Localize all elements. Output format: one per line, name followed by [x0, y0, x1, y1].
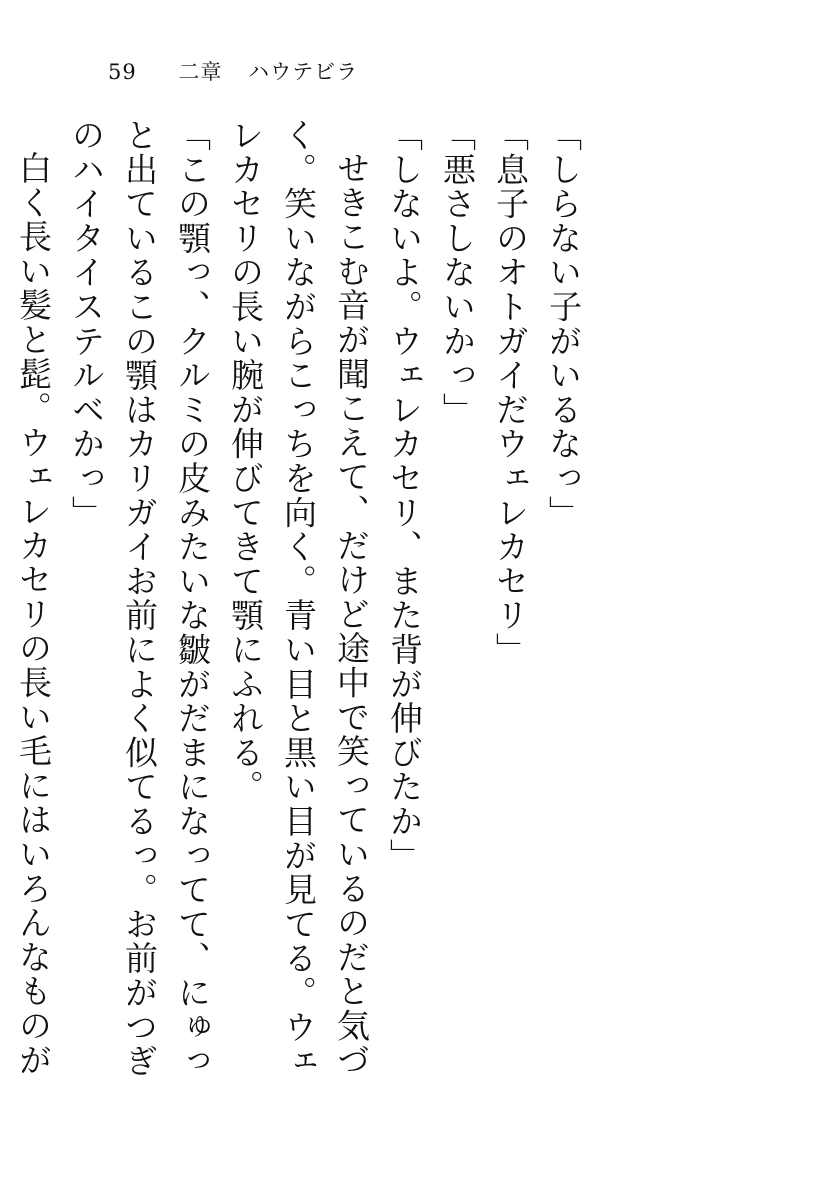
running-header — [108, 56, 358, 86]
dialogue-line: 「息子のオトガイだウェレカセリ」 — [491, 118, 530, 667]
page-number: 59 — [108, 60, 137, 84]
narration-paragraph — [0, 118, 60, 1108]
dialogue-line: 「悪さしないかっ」 — [438, 118, 477, 427]
narration-paragraph: せきこむ音が聞こえて、だけど途中で笑っているのだと気づく。笑いながらこっちを向く。青い目と黒い目が見てる。ウェレカセリの長い腕が伸びてきて顎にふれる。 — [226, 118, 371, 1079]
dialogue-line: 「この顎っ、クルミの皮みたいな皺がだまになってて、にゅっと出ているこの顎はカリガイお前によく似てるっ。お前がつぎのハイタイステルベかっ」 — [67, 118, 212, 1079]
chapter-title: ハウテビラ — [248, 60, 359, 84]
chapter-label: 二章 — [178, 60, 223, 84]
dialogue-line: 「しらない子がいるなっ」 — [544, 118, 583, 530]
dialogue-line: 「しないよ。ウェレカセリ、また背が伸びたか」 — [385, 118, 424, 873]
vertical-text-body — [14, 118, 590, 1108]
narration-text: 白く長い髪と髭。ウェレカセリの長い毛にはいろんなものが — [14, 151, 53, 1078]
